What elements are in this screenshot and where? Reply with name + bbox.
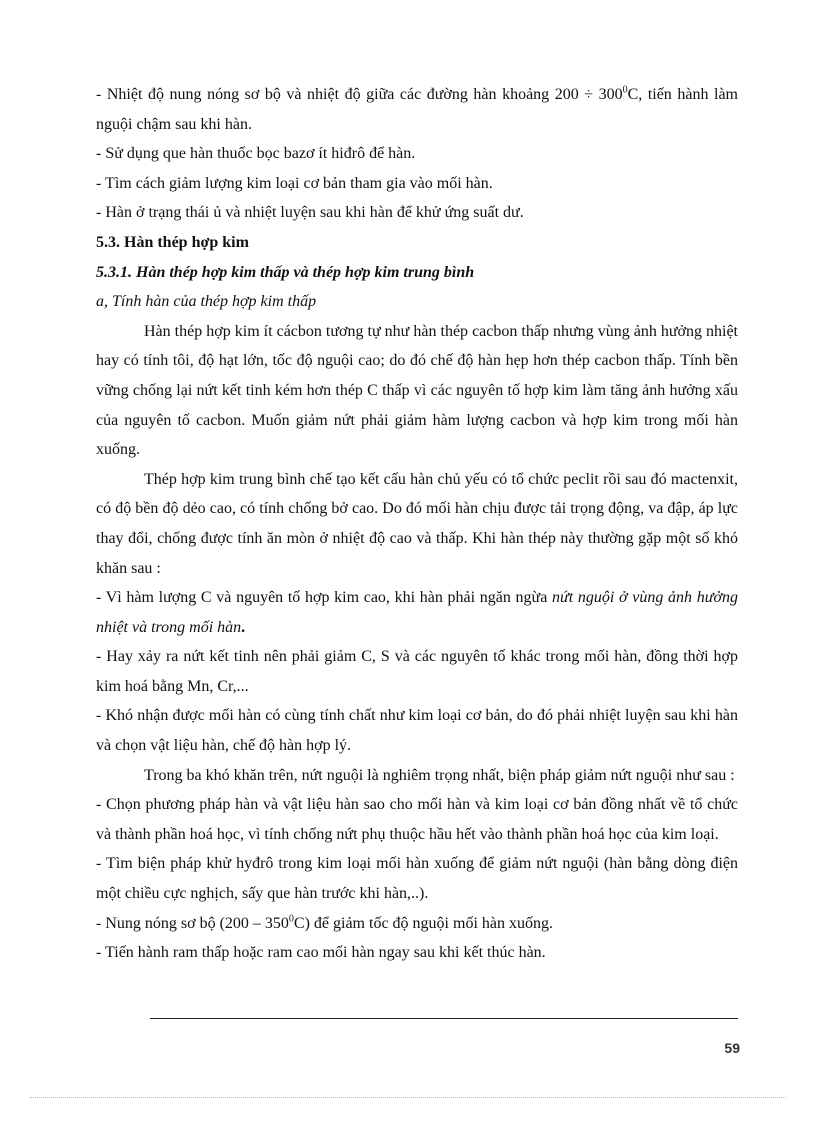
section-heading: 5.3. Hàn thép hợp kim	[96, 233, 249, 251]
paragraph-low-alloy: Hàn thép hợp kim ít cácbon tương tự như hàn thép cacbon thấp nhưng vùng ảnh hưởng nhiệt hay có tính tôi, độ hạt lớn, tốc độ nguội cao; do đó chế độ hàn hẹp hơn thép cacbon thấp. Tính bền vững chống lại nứt kết tinh kém hơn thép C thấp vì các nguyên tố hợp kim làm tăng ảnh hưởng xấu của nguyên tố cacbon. Muốn giảm nứt phải giảm hàm lượng cacbon và hợp kim trong mối hàn xuống.	[96, 322, 738, 459]
subsection-heading: 5.3.1. Hàn thép hợp kim thấp và thép hợp kim trung bình	[96, 263, 475, 281]
bullet-electrode: - Sử dụng que hàn thuốc bọc bazơ ít hiđrô để hàn.	[96, 145, 416, 163]
bullet-preheat-range: - Nung nóng sơ bộ $(200 - 350^0C)$ để giảm tốc độ nguội mối hàn xuống.	[96, 913, 553, 932]
bullet-properties: - Khó nhận được mối hàn có cùng tính chất như kim loại cơ bản, do đó phải nhiệt luyện sau khi hàn và chọn vật liệu hàn, chế độ hàn hợp lý.	[96, 707, 738, 755]
bullet-method-selection: - Chọn phương pháp hàn và vật liệu hàn sao cho mối hàn và kim loại cơ bản đồng nhất về tổ chức và thành phần hoá học, vì tính chống nứt phụ thuộc hầu hết vào thành phần hoá học của kim loại.	[96, 796, 738, 843]
subsubsection-heading: a, Tính hàn của thép hợp kim thấp	[96, 293, 317, 311]
bullet-hydrogen: - Tìm biện pháp khử hyđrô trong kim loại mối hàn xuống để giảm nứt nguội (hàn bằng dòng điện một chiều cực nghịch, sấy que hàn trước khi hàn,..).	[96, 855, 738, 903]
bullet-annealing: - Hàn ở trạng thái ủ và nhiệt luyện sau khi hàn để khử ứng suất dư.	[96, 204, 524, 222]
paragraph-measures-intro: Trong ba khó khăn trên, nứt nguội là nghiêm trọng nhất, biện pháp giảm nứt nguội như sau :	[144, 766, 735, 784]
bullet-hot-crack: - Hay xảy ra nứt kết tinh nên phải giảm C, S và các nguyên tố khác trong mối hàn, đồng thời hợp kim hoá bằng Mn, Cr,...	[96, 648, 738, 695]
paragraph-medium-alloy: Thép hợp kim trung bình chế tạo kết cấu hàn chủ yếu có tổ chức peclit rồi sau đó mactenxit, có độ bền độ dẻo cao, có tính chống bở cao. Do đó mối hàn chịu được tải trọng động, va đập, áp lực thay đổi, chống được tính ăn mòn ở nhiệt độ cao và thấp. Khi hàn thép này thường gặp một số khó khăn sau :	[96, 470, 738, 577]
bullet-preheat: - Nhiệt độ nung nóng sơ bộ và nhiệt độ giữa các đường hàn khoảng $200 \div 300^0C$, tiến hành làm nguội chậm sau khi hàn.	[96, 84, 738, 133]
bullet-base-metal: - Tìm cách giảm lượng kim loại cơ bản tham gia vào mối hàn.	[96, 174, 493, 192]
document-body	[96, 80, 738, 968]
bullet-cold-crack: - Vì hàm lượng C và nguyên tố hợp kim cao, khi hàn phải ngăn ngừa nứt nguội ở vùng ảnh hưởng nhiệt và trong mối hàn.	[96, 589, 738, 636]
footer-separator-line	[150, 1018, 738, 1019]
bullet-tempering: - Tiến hành ram thấp hoặc ram cao mối hàn ngay sau khi kết thúc hàn.	[96, 944, 546, 962]
page-bottom-dotted-line	[30, 1097, 786, 1098]
page-number: 59	[724, 1040, 740, 1056]
